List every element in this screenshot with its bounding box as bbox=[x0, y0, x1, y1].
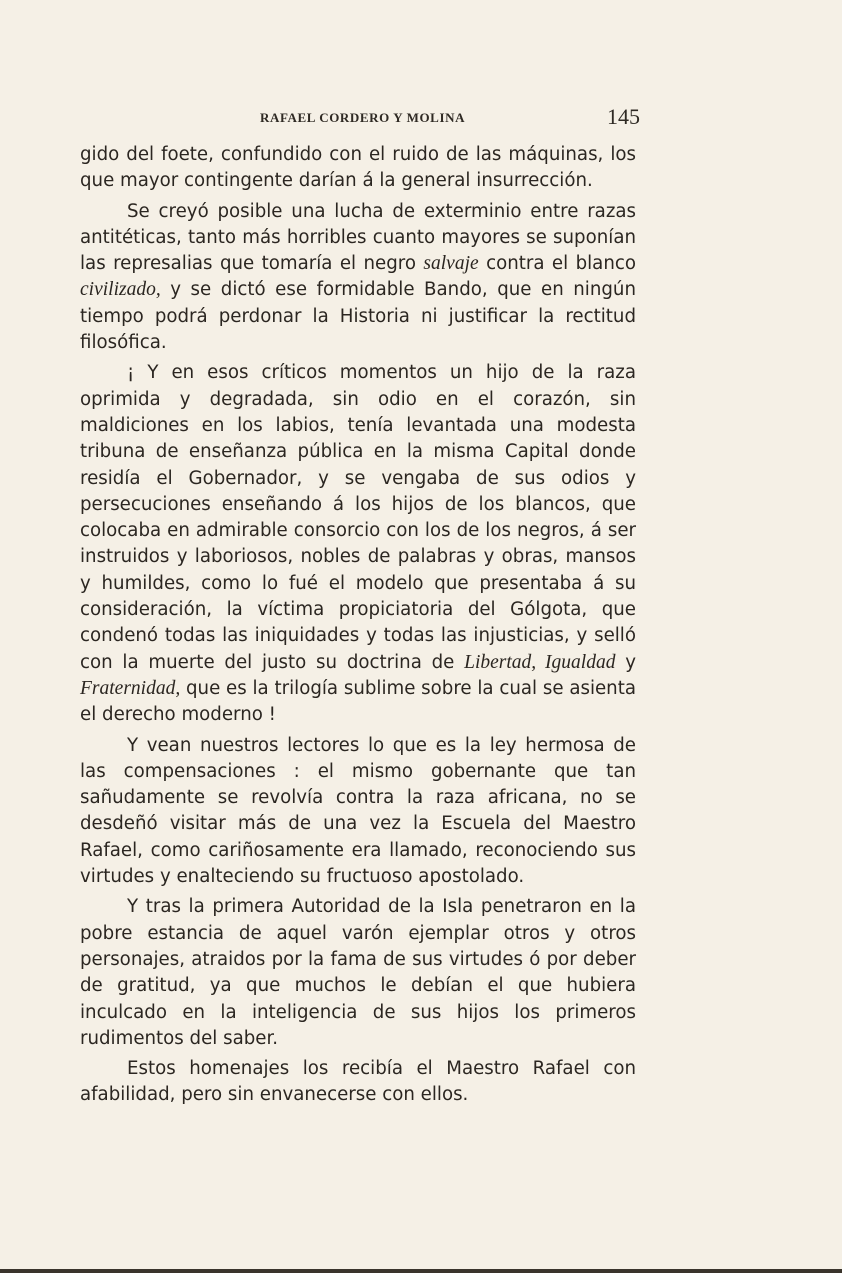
paragraph-1 bbox=[80, 142, 636, 195]
italic-libertad-igualdad: Libertad, Igualdad bbox=[464, 651, 616, 673]
paragraph-2-text-c: y se dictó ese formidable Bando, que en ningún tiempo podrá perdonar la Historia ni justificar la rectitud filosófica. bbox=[80, 279, 636, 354]
paragraph-5-text: Y tras la primera Autoridad de la Isla penetraron en la pobre estancia de aquel varón ejemplar otros y otros personajes, atraidos por la fama de sus virtudes ó por deber de gratitud, ya que muchos le debían el que hubiera inculcado en la inteligencia de sus hijos los primeros rudimentos del saber. bbox=[80, 896, 636, 1049]
paragraph-6-text: Estos homenajes los recibía el Maestro Rafael con afabilidad, pero sin envanecerse con ellos. bbox=[80, 1058, 636, 1106]
paragraph-3-text-b: y bbox=[615, 651, 636, 673]
paragraph-2-text-a: Se creyó posible una lucha de exterminio entre razas antitéticas, tanto más horribles cuanto mayores se suponían las represalias que tomaría el negro bbox=[80, 200, 636, 275]
paragraph-4 bbox=[80, 733, 636, 891]
page-bottom-edge bbox=[0, 1269, 842, 1273]
paragraph-5 bbox=[80, 894, 636, 1052]
italic-salvaje: salvaje bbox=[423, 253, 479, 275]
paragraph-2-text-b: contra el blanco bbox=[478, 253, 636, 275]
paragraph-2 bbox=[80, 199, 636, 357]
italic-fraternidad: Fraternidad, bbox=[80, 677, 181, 699]
paragraph-6 bbox=[80, 1056, 636, 1109]
paragraph-3 bbox=[80, 360, 636, 728]
paragraph-1-text: gido del foete, confundido con el ruido de las máquinas, los que mayor contingente darían á la general insurrección. bbox=[80, 144, 636, 192]
running-header bbox=[78, 104, 642, 134]
paragraph-3-text-c: que es la trilogía sublime sobre la cual se asienta el derecho moderno ! bbox=[80, 677, 636, 726]
body-text bbox=[80, 142, 636, 1113]
page-number: 145 bbox=[607, 104, 640, 129]
paragraph-4-text: Y vean nuestros lectores lo que es la ley hermosa de las compensaciones : el mismo gobernante que tan sañudamente se revolvía contra la raza africana, no se desdeñó visitar más de una vez la Escuela del Maestro Rafael, como cariñosamente era llamado, reconociendo sus virtudes y enalteciendo su fructuoso apostolado. bbox=[80, 734, 636, 888]
running-title: RAFAEL CORDERO Y MOLINA bbox=[260, 110, 466, 125]
italic-civilizado: civilizado, bbox=[80, 279, 161, 301]
paragraph-3-text-a: ¡ Y en esos críticos momentos un hijo de la raza oprimida y degradada, sin odio en el corazón, sin maldiciones en los labios, tenía levantada una modesta tribuna de enseñanza pública en la misma Capital donde residía el Gobernador, y se vengaba de sus odios y persecuciones enseñando á los hijos de los blancos, que colocaba en admirable consorcio con los de los negros, á ser instruidos y laboriosos, nobles de palabras y obras, mansos y humildes, como lo fué el modelo que presentaba á su consideración, la víctima propiciatoria del Gólgota, que condenó todas las iniquidades y todas las injusticias, y selló con la muerte del justo su doctrina de bbox=[80, 362, 636, 673]
